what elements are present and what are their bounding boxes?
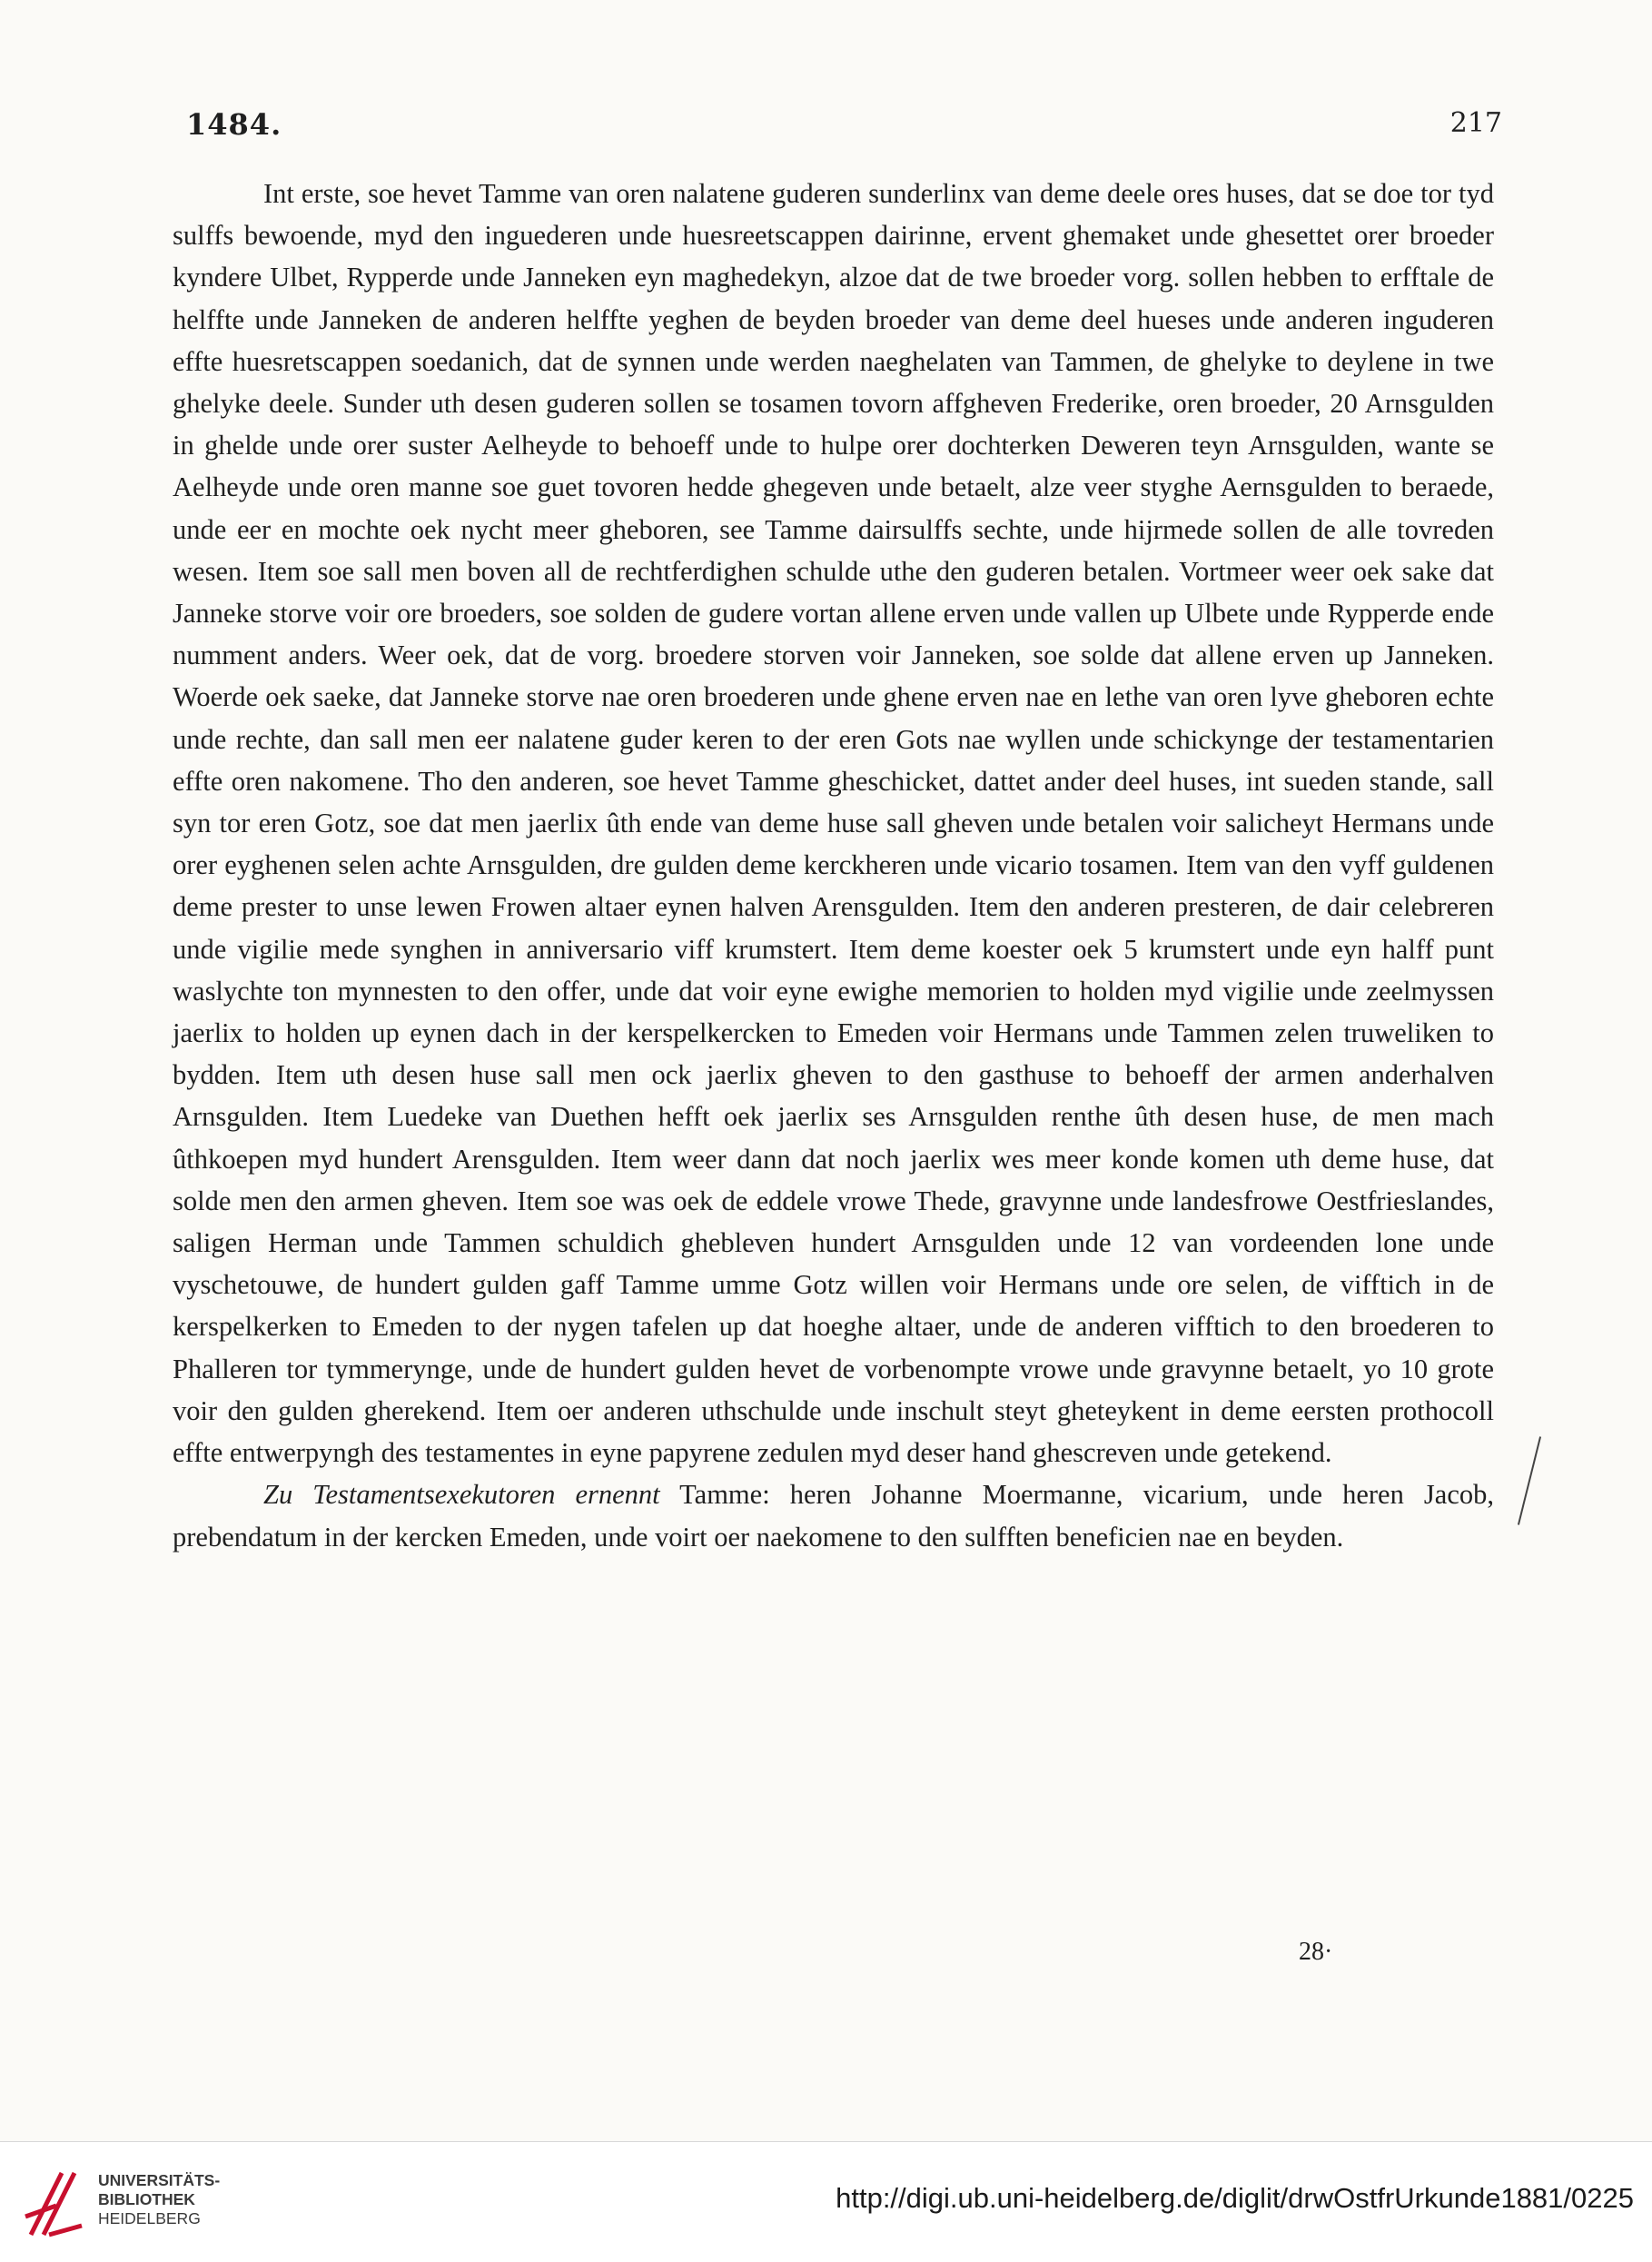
- library-name-line: BIBLIOTHEK: [98, 2190, 195, 2208]
- paragraph: [173, 173, 1494, 1473]
- margin-pencil-mark: [1518, 1436, 1541, 1525]
- paragraph-text: Int erste, soe hevet Tamme van oren nalatene guderen sunderlinx van deme deele ores huses, dat se doe tor tyd sulffs bewoende, myd den inguederen unde huesreetscappen dairinne, ervent ghemaket unde ghesettet orer broeder kyndere Ulbet, Rypperde unde Janneken eyn maghedekyn, alzoe dat de twe broeder vorg. sollen hebben to erfftale de helffte unde Janneken de anderen helffte yeghen de beyden broeder van deme deel hueses unde anderen inguderen effte huesretscappen soedanich, dat de synnen unde werden naeghelaten van Tammen, de ghelyke to deylene in twe ghelyke deele. Sunder uth desen guderen sollen se tosamen tovorn affgheven Frederike, oren broeder, 20 Arnsgulden in ghelde unde orer suster Aelheyde to behoeff unde to hulpe orer dochterken Deweren teyn Arnsgulden, wante se Aelheyde unde oren manne soe guet tovoren hedde ghegeven unde betaelt, alze veer styghe Aernsgulden to beraede, unde eer en mochte oek nycht meer gheboren, see Tamme dairsulffs sechte, unde hijrmede sollen de alle tovreden wesen. Item soe sall men boven all de rechtferdighen schulde uthe den guderen betalen. Vortmeer weer oek sake dat Janneke storve voir ore broeders, soe solden de gudere vortan allene erven unde vallen up Ulbete unde Rypperde ende numment anders. Weer oek, dat de vorg. broedere storven voir Janneken, soe solde dat allene erven up Janneken. Woerde oek saeke, dat Janneke storve nae oren broederen unde ghene erven nae en lethe van oren lyve gheboren echte unde rechte, dan sall men eer nalatene guder keren to der eren Gots nae wyllen unde schickynge der testamentarien effte oren nakomene. Tho den anderen, soe hevet Tamme gheschicket, dattet ander deel huses, int sueden stande, sall syn tor eren Gotz, soe dat men jaerlix ûth ende van deme huse sall gheven unde betalen voir salicheyt Hermans unde orer eyghenen selen achte Arnsgulden, dre gulden deme kerckheren unde vicario tosamen. Item van den vyff guldenen deme prester to unse lewen Frowen altaer eynen halven Arensgulden. Item den anderen presteren, de dair celebreren unde vigilie mede synghen in anniversario viff krumstert. Item deme koester oek 5 krumstert unde eyn halff punt waslychte ton mynnesten to den offer, unde dat voir eyne ewighe memorien to holden myd vigilie unde zeelmyssen jaerlix to holden up eynen dach in der kerspelkercken to Emeden voir Hermans unde Tammen zelen truweliken to bydden. Item uth desen huse sall men ock jaerlix gheven to den gasthuse to behoeff der armen anderhalven Arnsgulden. Item Luedeke van Duethen hefft oek jaerlix ses Arnsgulden renthe ûth desen huse, de men mach ûthkoepen myd hundert Arensgulden. Item weer dann dat noch jaerlix wes meer konde komen uth deme huse, dat solde men den armen gheven. Item soe was oek de eddele vrowe Thede, gravynne unde landesfrowe Oestfrieslandes, saligen Herman unde Tammen schuldich ghebleven hundert Arnsgulden unde 12 van vordeenden lone unde vyschetouwe, de hundert gulden gaff Tamme umme Gotz willen voir Hermans unde ore selen, de vifftich in de kerspelkerken to Emeden to der nygen tafelen up dat hoeghe altaer, unde de anderen vifftich to den broederen to Phalleren tor tymmerynge, unde de hundert gulden hevet de vorbenompte vrowe unde gravynne betaelt, yo 10 grote voir den gulden gherekend. Item oer anderen uthschulde unde inschult steyt gheteykent in deme eersten prothocoll effte entwerpyngh des testamentes in eyne papyrene zedulen myd deser hand ghescreven unde getekend.: [173, 178, 1494, 1469]
- library-name-line: UNIVERSITÄTS-: [98, 2171, 221, 2189]
- library-name: [98, 2171, 220, 2228]
- ub-heidelberg-logo-icon: [18, 2162, 89, 2242]
- paragraph-text: Tamme: heren Johanne Moermanne, vicarium, unde heren Jacob, prebendatum in der kercken Emeden, unde voirt oer naekomene to den sulfften beneficien nae en beyden.: [173, 1479, 1494, 1553]
- library-name-line: HEIDELBERG: [98, 2209, 201, 2227]
- running-head-year: 1484.: [186, 107, 282, 142]
- italic-editorial-note: Zu Testamentsexekutoren ernennt: [263, 1479, 660, 1511]
- source-url-link[interactable]: http://digi.ub.uni-heidelberg.de/diglit/drwOstfrUrkunde1881/0225: [836, 2182, 1634, 2214]
- footer-bar: [0, 2141, 1652, 2262]
- document-body: [173, 173, 1494, 1558]
- printer-signature-mark: 28·: [1299, 1938, 1333, 1966]
- paragraph: [173, 1473, 1494, 1557]
- page-number: 217: [1449, 107, 1502, 139]
